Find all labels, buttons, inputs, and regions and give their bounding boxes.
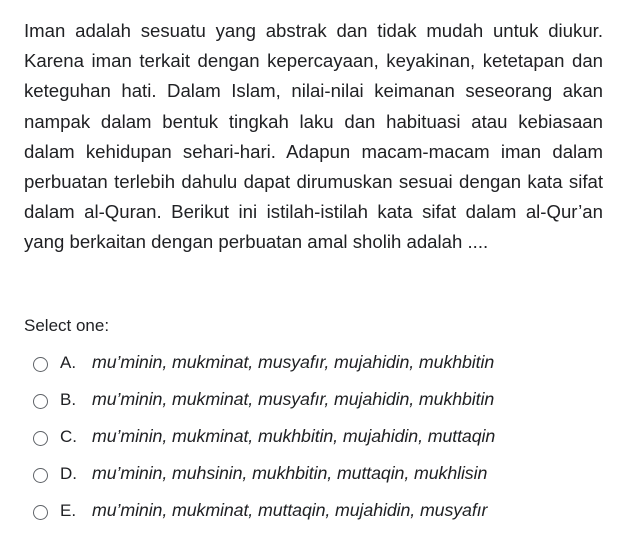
option-b-text[interactable]: mu’minin, mukminat, musyafır, mujahidin, mukhbitin: [92, 389, 495, 409]
question-text: Iman adalah sesuatu yang abstrak dan tidak mudah untuk diukur. Karena iman terkait dengan kepercayaan, keyakinan, ketetapan dan keteguhan hati. Dalam Islam, nilai-nilai keimanan seseorang akan nampak dalam bentuk tingkah laku dan habituasi atau kebiasaan dalam kehidupan sehari-hari. Adapun macam-macam iman dalam perbuatan terlebih dahulu dapat dirumuskan sesuai dengan kata sifat dalam al-Quran. Berikut ini istilah-istilah kata sifat dalam al-Qur’an yang berkaitan dengan perbuatan amal sholih adalah ....: [24, 20, 603, 253]
select-one-label: Select one:: [24, 316, 110, 335]
option-e-letter: E.: [60, 500, 77, 520]
option-b-letter: B.: [60, 389, 77, 409]
answer-options: [28, 344, 608, 529]
option-d-text[interactable]: mu’minin, muhsinin, mukhbitin, muttaqin, mukhlisin: [92, 463, 488, 483]
radio-button-c[interactable]: [33, 431, 48, 446]
option-c[interactable]: [28, 418, 608, 455]
option-a-letter: A.: [60, 352, 77, 372]
option-e[interactable]: [28, 492, 608, 529]
option-d-letter: D.: [60, 463, 77, 483]
option-a-text[interactable]: mu’minin, mukminat, musyafır, mujahidin, mukhbitin: [92, 352, 495, 372]
option-d[interactable]: [28, 455, 608, 492]
option-c-letter: C.: [60, 426, 77, 446]
radio-button-d[interactable]: [33, 468, 48, 483]
radio-button-a[interactable]: [33, 357, 48, 372]
option-e-text[interactable]: mu’minin, mukminat, muttaqin, mujahidin, musyafır: [92, 500, 488, 520]
radio-button-b[interactable]: [33, 394, 48, 409]
radio-button-e[interactable]: [33, 505, 48, 520]
option-b[interactable]: [28, 381, 608, 418]
option-c-text[interactable]: mu’minin, mukminat, mukhbitin, mujahidin, muttaqin: [92, 426, 496, 446]
option-a[interactable]: [28, 344, 608, 381]
